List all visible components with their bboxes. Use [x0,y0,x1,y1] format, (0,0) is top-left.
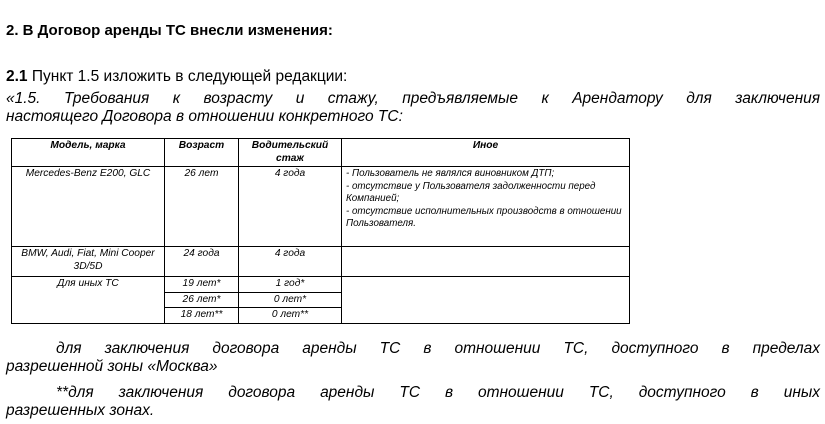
cell-experience: 0 лет* [239,292,342,308]
other-item: - отсутствие исполнительных производств в отношении Пользователя. [346,205,622,229]
cell-age: 24 года [165,247,239,277]
table-row [12,167,630,247]
cell-experience: 4 года [239,247,342,277]
table-header-row [12,139,630,167]
clause-number: 2.1 [6,68,28,85]
cell-model: Для иных ТС [12,277,165,324]
cell-experience: 1 год* [239,277,342,293]
quote-line-2: настоящего Договора в отношении конкретного ТС: [6,108,403,125]
clause-2-1 [6,68,347,86]
requirements-table [11,138,630,324]
footnote-1-line-2: разрешенной зоны «Москва» [6,358,218,375]
footnote-1-line-1: для заключения договора аренды ТС в отношении ТС, доступного в пределах [56,340,820,357]
cell-other [342,277,630,324]
cell-age: 26 лет [165,167,239,247]
header-other: Иное [342,139,630,167]
cell-age: 18 лет** [165,308,239,324]
table-row [12,247,630,277]
footnote-2-line-1: **для заключения договора аренды ТС в отношении ТС, доступного в иных [56,384,820,401]
cell-other [342,167,630,247]
cell-age: 19 лет* [165,277,239,293]
header-experience: Водительский стаж [239,139,342,167]
quote-line-1: «1.5. Требования к возрасту и стажу, предъявляемые к Арендатору для заключения [6,90,820,107]
table-row [12,277,630,293]
cell-experience: 4 года [239,167,342,247]
cell-model: Mercedes-Benz E200, GLC [12,167,165,247]
cell-age: 26 лет* [165,292,239,308]
header-age: Возраст [165,139,239,167]
footnote-2-line-2: разрешенных зонах. [6,402,155,419]
clause-text: Пункт 1.5 изложить в следующей редакции: [27,68,348,85]
cell-other [342,247,630,277]
cell-experience: 0 лет** [239,308,342,324]
header-model: Модель, марка [12,139,165,167]
other-item: - Пользователь не являлся виновником ДТП; [346,168,555,179]
section-heading: 2. В Договор аренды ТС внесли изменения: [6,22,333,39]
other-item: - отсутствие у Пользователя задолженности перед Компанией; [346,180,596,204]
cell-model: BMW, Audi, Fiat, Mini Cooper 3D/5D [12,247,165,277]
